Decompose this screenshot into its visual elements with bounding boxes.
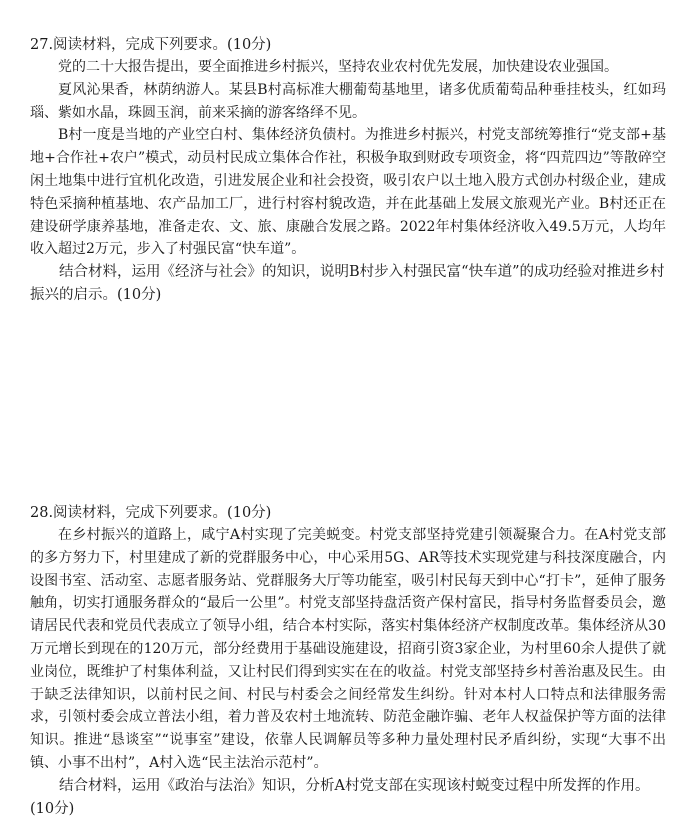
question-27-paragraph-3: B村一度是当地的产业空白村、集体经济负债村。为推进乡村振兴，村党支部统筹推行“党支部+基地+合作社+农户”模式，动员村民成立集体合作社，积极争取到财政专项资金，将“四荒四边”等散碎空闲土地集中进行宜机化改造，引进发展企业和社会投资，吸引农户以土地入股方式创办村级企业，建成特色采摘种植基地、农产品加工厂，进行村容村貌改造，并在此基础上发展文旅观光产业。B村还正在建设研学康养基地，准备走农、文、旅、康融合发展之路。2022年村集体经济收入49.5万元，人均年收入超过2万元，步入了村强民富“快车道”。 bbox=[30, 127, 666, 258]
question-28 bbox=[30, 502, 666, 820]
question-27-paragraph-1: 党的二十大报告提出，要全面推进乡村振兴，坚持农业农村优先发展，加快建设农业强国。 bbox=[58, 59, 618, 75]
question-27 bbox=[30, 34, 666, 307]
question-27-heading: 27.阅读材料，完成下列要求。(10分) bbox=[30, 37, 272, 53]
question-28-paragraph-1: 在乡村振兴的道路上，咸宁A村实现了完美蜕变。村党支部坚持党建引领凝聚合力。在A村党支部的多方努力下，村里建成了新的党群服务中心，中心采用5G、AR等技术实现党建与科技深度融合，内设图书室、活动室、志愿者服务站、党群服务大厅等功能室，吸引村民每天到中心“打卡”，延伸了服务触角，切实打通服务群众的“最后一公里”。村党支部坚持盘活资产保村富民，指导村务监督委员会，邀请居民代表和党员代表成立了领导小组，结合本村实际，落实村集体经济产权制度改革。集体经济从30万元增长到现在的120万元，部分经费用于基础设施建设，招商引资3家企业，为村里60余人提供了就业岗位，既维护了村集体利益，又让村民们得到实实在在的收益。村党支部坚持乡村善治惠及民生。由于缺乏法律知识，以前村民之间、村民与村委会之间经常发生纠纷。针对本村人口特点和法律服务需求，引领村委会成立普法小组，着力普及农村土地流转、防范金融诈骗、老年人权益保护等方面的法律知识。推进“恳谈室”“说事室”建设，依靠人民调解员等多种力量处理村民矛盾纠纷，实现“大事不出镇、小事不出村”，A村入选“民主法治示范村”。 bbox=[30, 527, 666, 771]
question-27-paragraph-2: 夏风沁果香，林荫纳游人。某县B村高标准大棚葡萄基地里，诸多优质葡萄品种垂挂枝头，红如玛瑙、紫如水晶，珠圆玉润，前来采摘的游客络绎不见。 bbox=[30, 81, 666, 121]
question-27-task: 结合材料，运用《经济与社会》的知识，说明B村步入村强民富“快车道”的成功经验对推进乡村振兴的启示。(10分) bbox=[30, 264, 665, 303]
question-28-heading: 28.阅读材料，完成下列要求。(10分) bbox=[30, 505, 272, 521]
question-28-task: 结合材料，运用《政治与法治》知识，分析A村党支部在实现该村蜕变过程中所发挥的作用。(10分) bbox=[30, 777, 650, 817]
